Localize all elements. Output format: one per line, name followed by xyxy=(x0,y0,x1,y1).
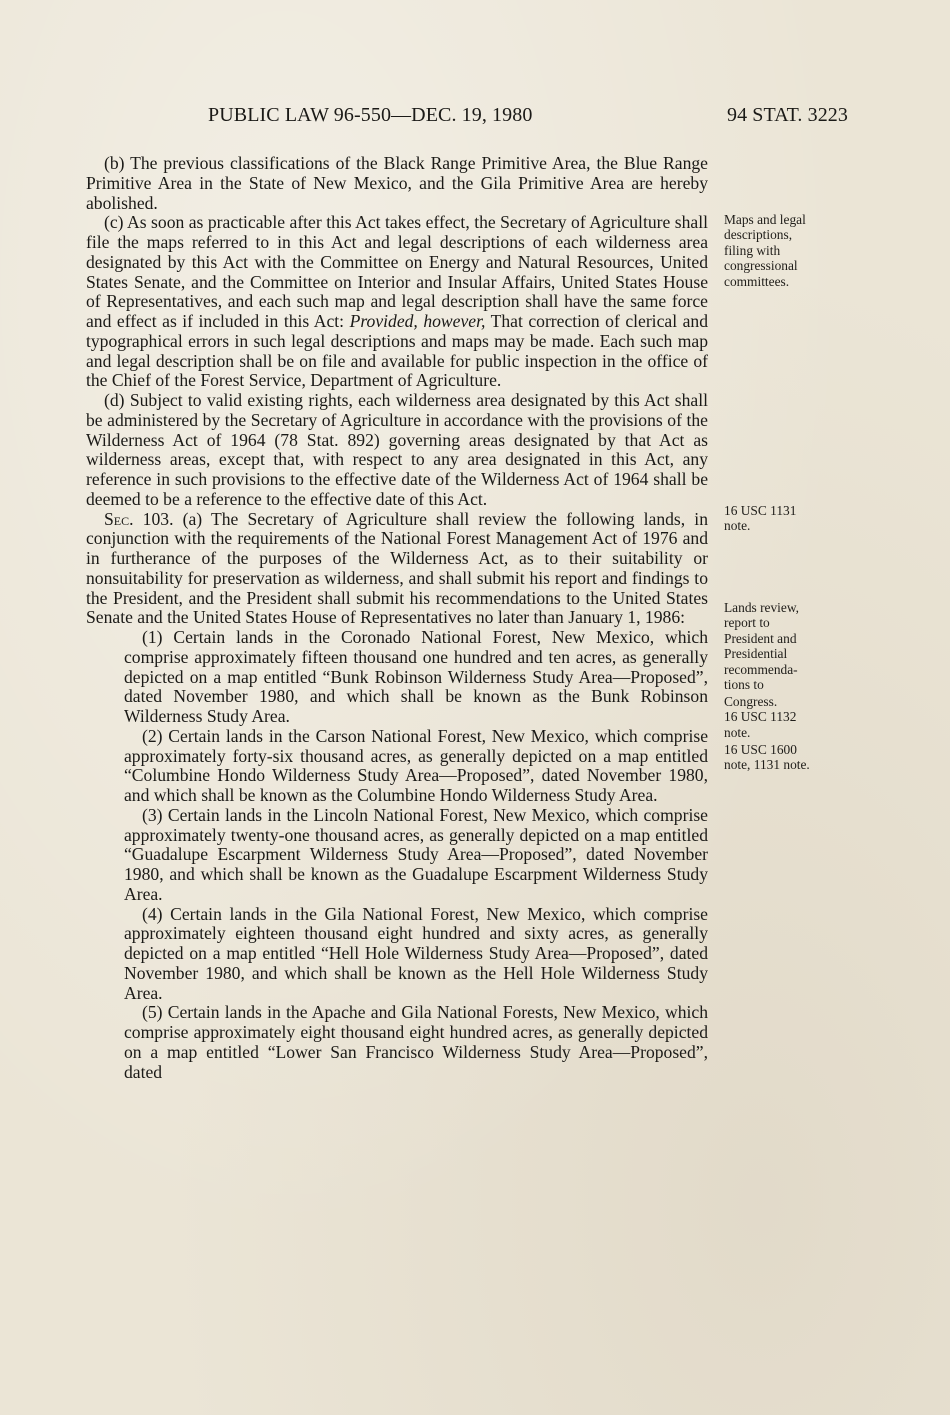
body-text xyxy=(86,154,708,1082)
paragraph-c xyxy=(86,213,708,391)
margin-line: note, 1131 note. xyxy=(724,757,810,773)
paragraph-d: (d) Subject to valid existing rights, each wilderness area designated by this Act shall be administered by the Secretary of Agriculture in accordance with the provisions of the Wilderness Act of 1964 (78 Stat. 892) governing areas designated by that Act as wilderness areas, except that, with respect to any area designated in this Act, any reference in such provisions to the effective date of the Wilderness Act of 1964 shall be deemed to be a reference to the effective date of this Act. xyxy=(86,390,708,509)
list-item-4: (4) Certain lands in the Gila National Forest, New Mexico, which comprise approximately eighteen thousand eight hundred and sixty acres, as generally depicted on a map entitled “Hell Hole Wilderness Study Area—Proposed”, dated November 1980, and which shall be known as the Hell Hole Wilderness Study Area. xyxy=(124,903,708,1003)
margin-line: note. xyxy=(724,518,751,534)
margin-line: 16 USC 1131 xyxy=(724,503,797,518)
margin-line: filing with xyxy=(724,242,781,258)
margin-line: Congress. xyxy=(724,694,778,709)
paragraph-c-part-2: That correction of clerical and typographical errors in such legal descriptions and maps may be made. Each such map and legal description shall be on file and available for public inspection in the office of the Chief of the Forest Service, Department of Agriculture. xyxy=(86,311,708,391)
margin-line: Lands review, xyxy=(724,600,799,615)
margin-line: note. xyxy=(724,724,751,740)
margin-line: report to xyxy=(724,615,770,631)
provided-however: Provided, however, xyxy=(349,311,486,331)
margin-line: President and xyxy=(724,630,797,646)
margin-line: 16 USC 1132 xyxy=(724,709,797,725)
public-law-title: PUBLIC LAW 96-550—DEC. 19, 1980 xyxy=(208,104,533,126)
margin-line: recommenda- xyxy=(724,661,798,677)
list-item-3: (3) Certain lands in the Lincoln National Forest, New Mexico, which comprise approximately twenty-one thousand acres, as generally depicted on a map entitled “Guadalupe Escarpment Wilderness Study Area—Proposed”, dated November 1980, and which shall be known as the Guadalupe Escarpment Wilderness Study Area. xyxy=(124,804,708,904)
section-103 xyxy=(86,510,708,629)
margin-line: Presidential xyxy=(724,646,788,662)
list-item-1: (1) Certain lands in the Coronado National Forest, New Mexico, which comprise approximately fifteen thousand one hundred and ten acres, as generally depicted on a map entitled “Bunk Robinson Wilderness Study Area—Proposed”, dated November 1980, and which shall be known as the Bunk Robinson Wilderness Study Area. xyxy=(124,627,708,726)
margin-line: tions to xyxy=(724,677,764,693)
margin-note-maps-legal xyxy=(724,212,848,289)
section-103-text: 103. (a) The Secretary of Agriculture shall review the following lands, in conjunction with the requirements of the National Forest Management Act of 1976 and in furtherance of the purposes of the Wilderness Act, as to their suitability or nonsuitability for preservation as wilderness, and shall submit his report and findings to the President, and the President shall submit his recommendations to the United States Senate and the United States House of Representatives no later than January 1, 1986: xyxy=(86,508,708,628)
stat-page-number: 94 STAT. 3223 xyxy=(727,104,848,126)
margin-note-16-usc-1131 xyxy=(724,503,848,534)
margin-line: congressional xyxy=(724,258,798,274)
margin-note-16-usc-1600 xyxy=(724,742,848,773)
page-header xyxy=(208,104,848,132)
margin-line: Maps and legal xyxy=(724,212,806,227)
list-item-2: (2) Certain lands in the Carson National Forest, New Mexico, which comprise approximately forty-six thousand acres, as generally depicted on a map entitled “Columbine Hondo Wilderness Study Area—Proposed”, dated November 1980, and which shall be known as the Columbine Hondo Wilderness Study Area. xyxy=(124,725,708,805)
margin-note-16-usc-1132 xyxy=(724,694,848,740)
margin-note-lands-review xyxy=(724,600,848,692)
margin-line: 16 USC 1600 xyxy=(724,742,797,757)
paragraph-b: (b) The previous classifications of the Black Range Primitive Area, the Blue Range Primitive Area in the State of New Mexico, and the Gila Primitive Area are hereby abolished. xyxy=(86,153,708,213)
margin-line: descriptions, xyxy=(724,227,793,243)
list-item-5: (5) Certain lands in the Apache and Gila National Forests, New Mexico, which comprise approximately eight thousand eight hundred acres, as generally depicted on a map entitled “Lower San Francisco Wilderness Study Area—Proposed”, dated xyxy=(124,1002,708,1082)
section-label: Sec. xyxy=(104,508,134,529)
margin-line: committees. xyxy=(724,273,790,289)
paragraph-c-part-1: (c) As soon as practicable after this Act takes effect, the Secretary of Agriculture shall file the maps referred to in this Act and legal descriptions of each wilderness area designated by this Act with the Committee on Energy and Natural Resources, United States Senate, and the Committee on Interior and Insular Affairs, United States House of Representatives, and each such map and legal description shall have the same force and effect as if included in this Act: xyxy=(86,212,708,331)
